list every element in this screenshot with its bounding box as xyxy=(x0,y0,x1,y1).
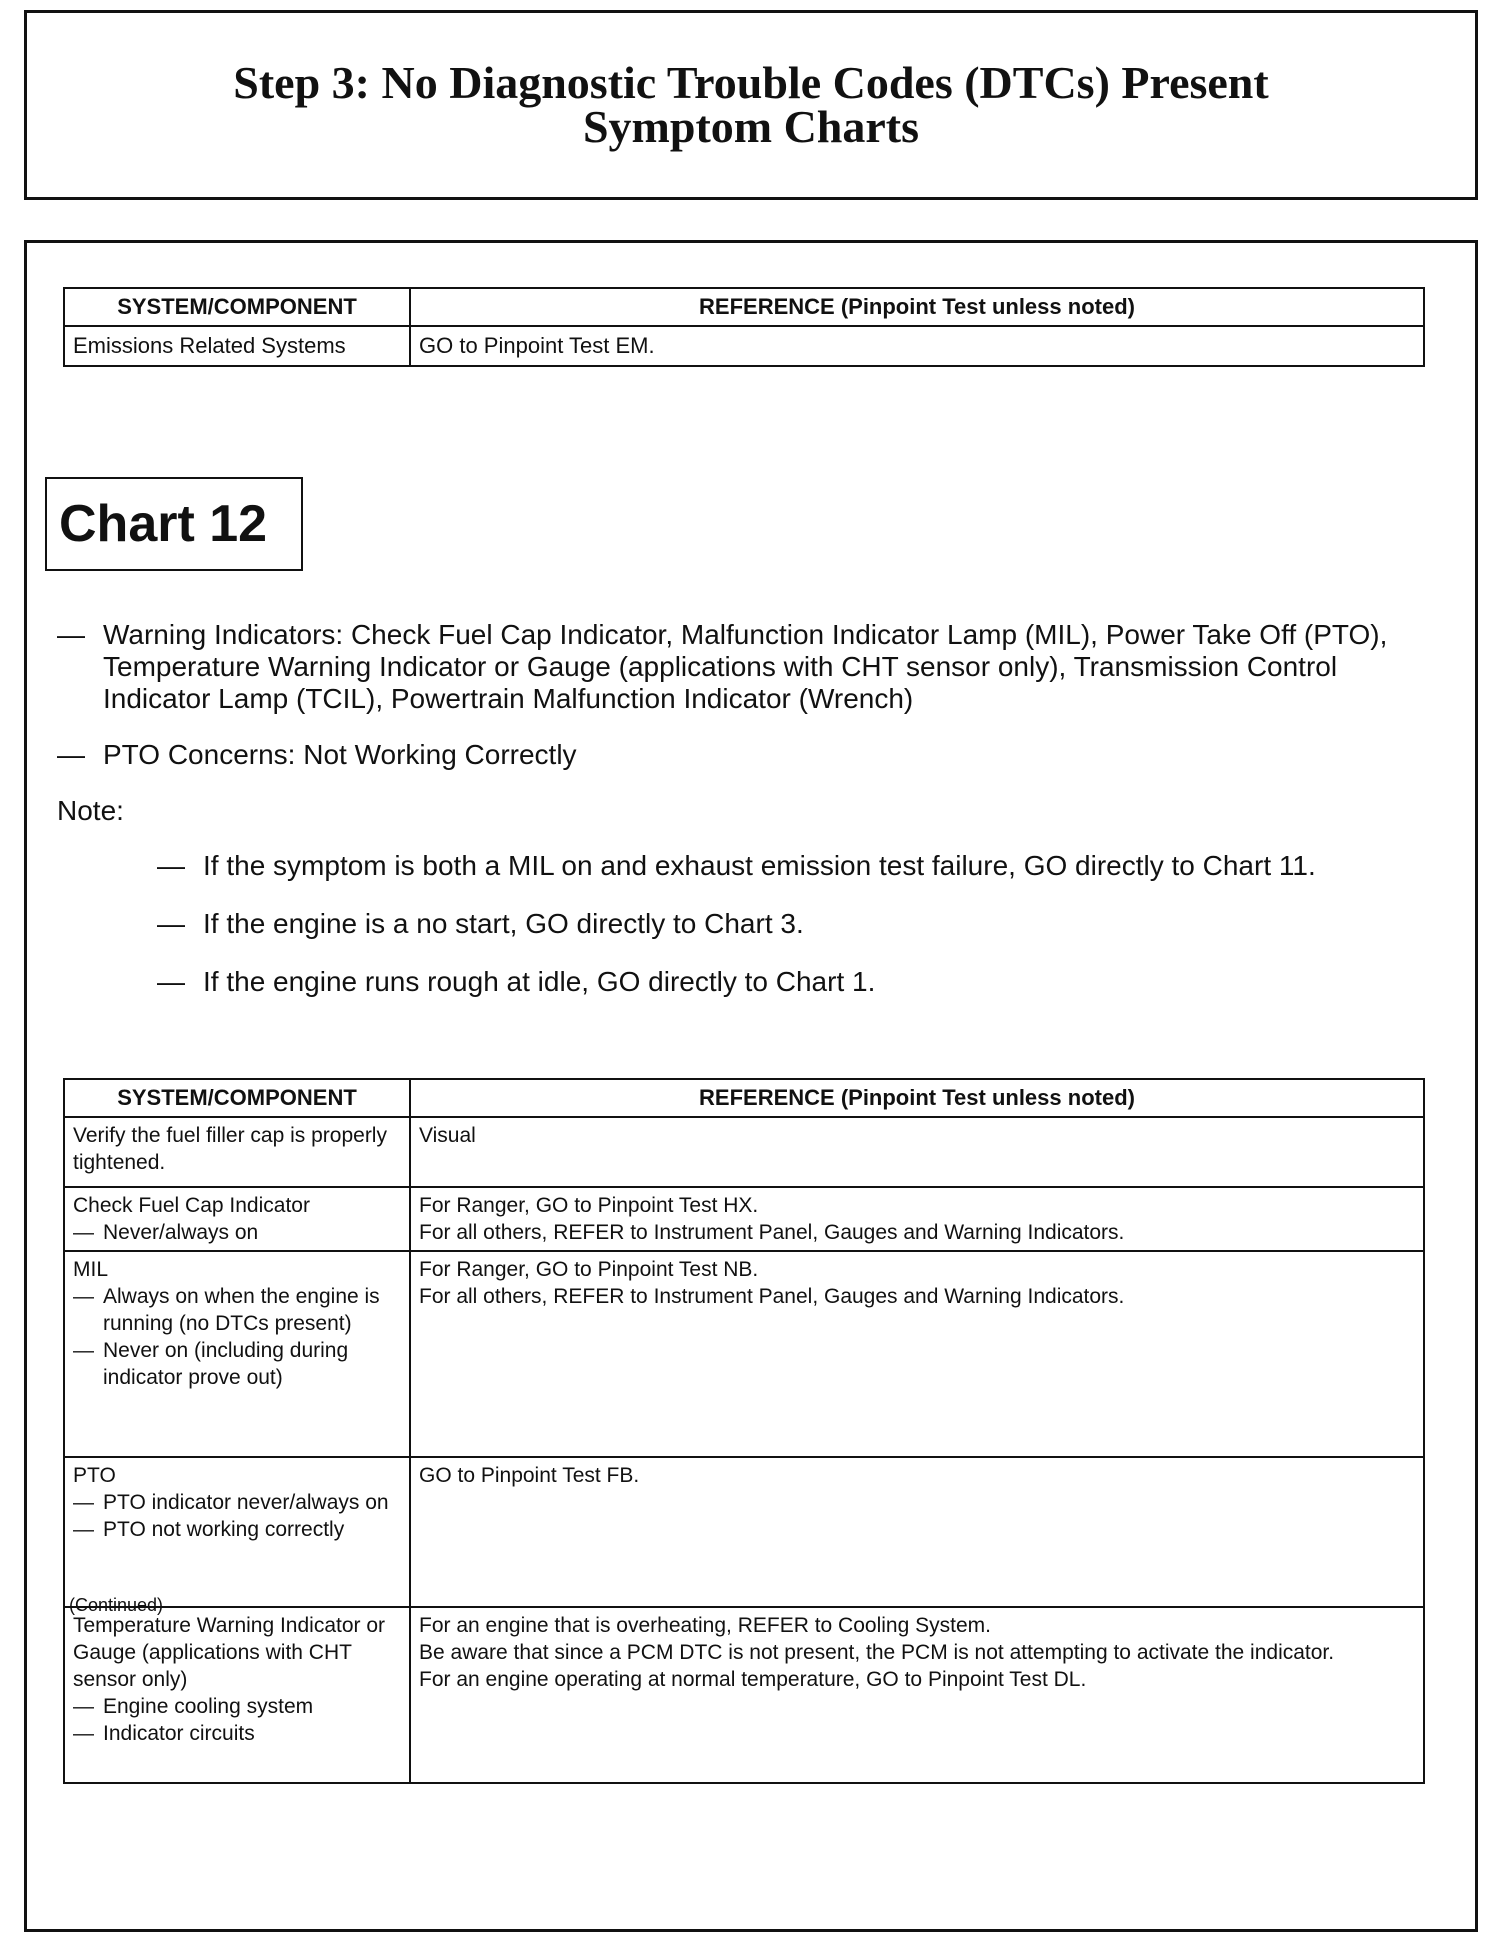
dash-marker: — xyxy=(73,1722,94,1745)
list-item xyxy=(57,619,1447,715)
table-header-row xyxy=(64,1079,1424,1117)
list-item xyxy=(57,739,1447,771)
sub-item-text: Never on (including during indicator prove out) xyxy=(103,1339,349,1389)
cell-system xyxy=(64,1607,410,1783)
cell-system xyxy=(64,1251,410,1457)
dash-marker: — xyxy=(57,739,85,770)
sub-item-text: Engine cooling system xyxy=(103,1695,314,1718)
column-header-system: SYSTEM/COMPONENT xyxy=(64,1079,410,1117)
dash-marker: — xyxy=(57,619,85,650)
system-name: Check Fuel Cap Indicator xyxy=(73,1194,310,1217)
cell-reference xyxy=(410,1457,1424,1607)
table-row xyxy=(64,1607,1424,1783)
system-name: Verify the fuel filler cap is properly tightened. xyxy=(73,1124,387,1174)
reference-line: GO to Pinpoint Test FB. xyxy=(419,1464,640,1487)
sub-item xyxy=(73,1337,401,1391)
dash-marker: — xyxy=(157,966,185,997)
dash-marker: — xyxy=(73,1339,94,1362)
cell-reference xyxy=(410,1187,1424,1251)
chart-title: Chart 12 xyxy=(45,477,303,571)
page-title-line-1: Step 3: No Diagnostic Trouble Codes (DTCs) Present xyxy=(233,57,1269,108)
note-item-text: If the symptom is both a MIL on and exhaust emission test failure, GO directly to Chart 11. xyxy=(203,850,1316,881)
system-name: PTO xyxy=(73,1464,116,1487)
dash-marker: — xyxy=(157,850,185,881)
dash-marker: — xyxy=(73,1491,94,1514)
page-title-line-2: Symptom Charts xyxy=(582,101,920,152)
cell-reference xyxy=(410,1607,1424,1783)
sub-item-text: PTO not working correctly xyxy=(103,1518,345,1541)
sub-item xyxy=(73,1219,401,1246)
dash-marker: — xyxy=(73,1695,94,1718)
symptom-table xyxy=(63,1078,1425,1784)
sub-item xyxy=(73,1283,401,1337)
dash-marker: — xyxy=(157,908,185,939)
list-item-text: Warning Indicators: Check Fuel Cap Indicator, Malfunction Indicator Lamp (MIL), Power Take Off (PTO), Temperature Warning Indicator or Gauge (applications with CHT sensor only), Transmission Control Indicator Lamp (TCIL), Powertrain Malfunction Indicator (Wrench) xyxy=(103,619,1388,714)
reference-line: For an engine that is overheating, REFER to Cooling System. xyxy=(419,1614,991,1637)
system-name: MIL xyxy=(73,1258,109,1281)
note-item-text: If the engine runs rough at idle, GO directly to Chart 1. xyxy=(203,966,876,997)
sub-item-text: PTO indicator never/always on xyxy=(103,1491,389,1514)
reference-line: For Ranger, GO to Pinpoint Test NB. xyxy=(419,1258,759,1281)
cell-system xyxy=(64,1187,410,1251)
dash-marker: — xyxy=(73,1285,94,1308)
sub-item-text: Never/always on xyxy=(103,1221,259,1244)
note-item xyxy=(157,907,1447,941)
note-item-text: If the engine is a no start, GO directly to Chart 3. xyxy=(203,908,804,939)
reference-line: For Ranger, GO to Pinpoint Test HX. xyxy=(419,1194,759,1217)
sub-item xyxy=(73,1516,401,1543)
symptom-list xyxy=(57,619,1447,1023)
main-content xyxy=(24,240,1478,1932)
reference-line: Visual xyxy=(419,1124,476,1147)
note-item xyxy=(157,965,1447,999)
reference-line: Be aware that since a PCM DTC is not present, the PCM is not attempting to activate the indicator. xyxy=(419,1641,1335,1664)
cell-reference: GO to Pinpoint Test EM. xyxy=(410,326,1424,366)
reference-line: For all others, REFER to Instrument Panel, Gauges and Warning Indicators. xyxy=(419,1285,1125,1308)
cell-reference xyxy=(410,1117,1424,1187)
cell-system: Emissions Related Systems xyxy=(64,326,410,366)
reference-line: For all others, REFER to Instrument Panel, Gauges and Warning Indicators. xyxy=(419,1221,1125,1244)
dash-marker: — xyxy=(73,1518,94,1541)
sub-item-text: Always on when the engine is running (no DTCs present) xyxy=(103,1285,380,1335)
table-row xyxy=(64,1251,1424,1457)
page-header xyxy=(24,10,1478,200)
cell-system xyxy=(64,1457,410,1607)
table-row xyxy=(64,1187,1424,1251)
emissions-table xyxy=(63,287,1425,367)
sub-item xyxy=(73,1489,401,1516)
column-header-reference: REFERENCE (Pinpoint Test unless noted) xyxy=(410,1079,1424,1117)
system-name: Temperature Warning Indicator or Gauge (applications with CHT sensor only) xyxy=(73,1614,386,1691)
cell-reference xyxy=(410,1251,1424,1457)
column-header-reference: REFERENCE (Pinpoint Test unless noted) xyxy=(410,288,1424,326)
sub-item xyxy=(73,1720,401,1747)
table-row xyxy=(64,1457,1424,1607)
table-row xyxy=(64,326,1424,366)
reference-line: For an engine operating at normal temperature, GO to Pinpoint Test DL. xyxy=(419,1668,1087,1691)
column-header-system: SYSTEM/COMPONENT xyxy=(64,288,410,326)
dash-marker: — xyxy=(73,1221,94,1244)
sub-item-text: Indicator circuits xyxy=(103,1722,255,1745)
list-item-text: PTO Concerns: Not Working Correctly xyxy=(103,739,577,770)
sub-item xyxy=(73,1693,401,1720)
table-row xyxy=(64,1117,1424,1187)
cell-system xyxy=(64,1117,410,1187)
continued-note: (Continued) xyxy=(69,1595,164,1615)
table-header-row xyxy=(64,288,1424,326)
note-item xyxy=(157,849,1447,883)
note-label: Note: xyxy=(57,795,124,826)
